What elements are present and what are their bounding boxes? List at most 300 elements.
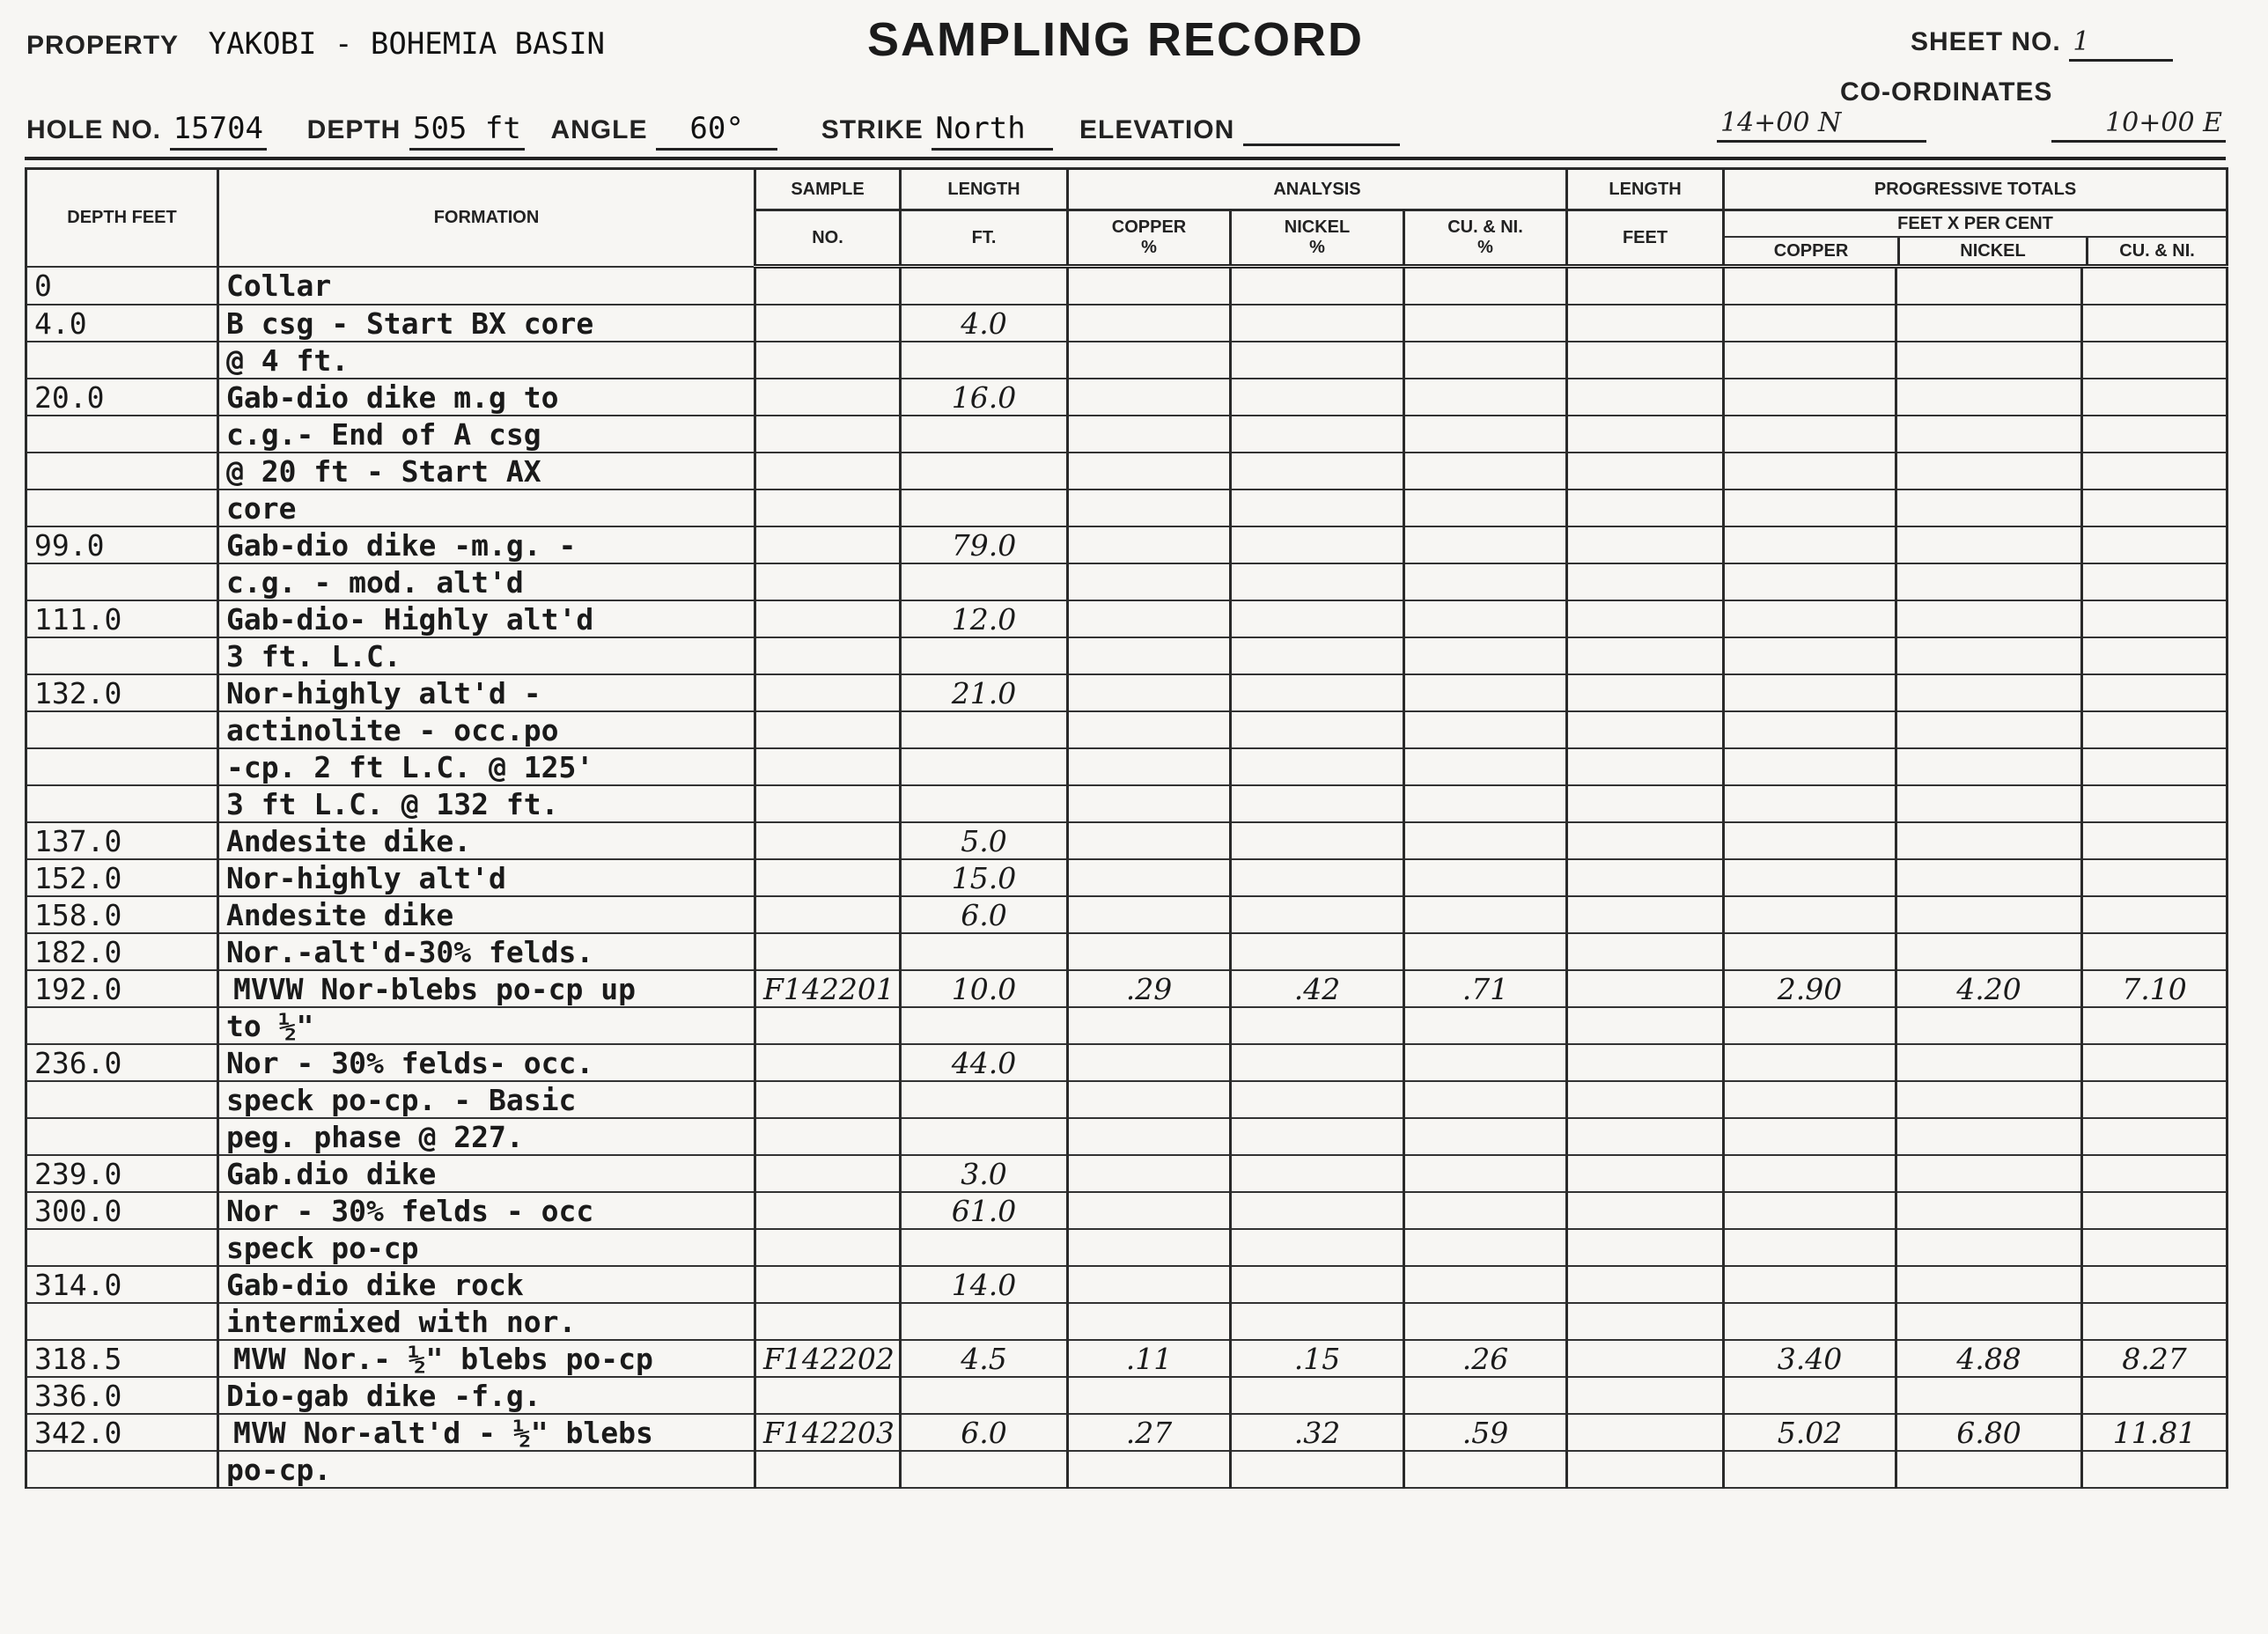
length-feet-cell <box>1567 1451 1724 1488</box>
prog-cu-ni-cell: 8.27 <box>2082 1340 2228 1377</box>
depth-cell <box>26 748 218 785</box>
table-row <box>26 526 2228 563</box>
strike-value: North <box>932 111 1053 151</box>
length-feet-cell <box>1567 1044 1724 1081</box>
nickel-pct-cell <box>1231 1266 1404 1303</box>
property-field <box>26 26 605 62</box>
prog-copper-cell <box>1724 637 1896 674</box>
prog-copper-cell <box>1724 674 1896 711</box>
length-feet-cell <box>1567 896 1724 933</box>
hole-info-line <box>26 111 1400 151</box>
nickel-pct-cell <box>1231 1451 1404 1488</box>
cu-ni-pct-cell <box>1404 785 1567 822</box>
nickel-pct-cell <box>1231 1118 1404 1155</box>
table-row <box>26 1303 2228 1340</box>
depth-cell <box>26 563 218 600</box>
length-cell: 4.0 <box>901 305 1068 342</box>
depth-cell <box>26 489 218 526</box>
sample-no-cell <box>755 785 901 822</box>
prog-nickel-cell <box>1896 785 2082 822</box>
length-feet-cell <box>1567 342 1724 379</box>
nickel-pct-cell <box>1231 1192 1404 1229</box>
nickel-pct-cell <box>1231 1303 1404 1340</box>
sample-no-cell <box>755 859 901 896</box>
copper-pct-cell <box>1068 785 1231 822</box>
formation-cell: 3 ft. L.C. <box>218 637 755 674</box>
prog-cu-ni-cell <box>2082 1044 2228 1081</box>
table-row <box>26 637 2228 674</box>
prog-cu-ni-cell <box>2082 1303 2228 1340</box>
prog-nickel-cell <box>1896 1377 2082 1414</box>
depth-cell <box>26 1007 218 1044</box>
depth-cell: 192.0 <box>26 970 218 1007</box>
length-cell <box>901 342 1068 379</box>
sheet-value: 1 <box>2069 26 2173 62</box>
cu-ni-pct-cell: .26 <box>1404 1340 1567 1377</box>
prog-copper-cell <box>1724 489 1896 526</box>
coordinate-north: 14+00 N <box>1717 107 1926 143</box>
sample-no-cell <box>755 637 901 674</box>
prog-copper-cell: 2.90 <box>1724 970 1896 1007</box>
length-cell <box>901 711 1068 748</box>
sample-no-cell <box>755 1192 901 1229</box>
formation-cell: po-cp. <box>218 1451 755 1488</box>
formation-cell: speck po-cp. - Basic <box>218 1081 755 1118</box>
sample-no-cell: F142202 <box>755 1340 901 1377</box>
copper-pct-cell <box>1068 822 1231 859</box>
prog-nickel-cell <box>1896 1081 2082 1118</box>
prog-copper-cell <box>1724 305 1896 342</box>
copper-pct-cell <box>1068 305 1231 342</box>
prog-copper-cell <box>1724 748 1896 785</box>
prog-copper-cell <box>1724 896 1896 933</box>
prog-copper-cell <box>1724 379 1896 416</box>
sample-no-cell <box>755 342 901 379</box>
prog-nickel-cell <box>1896 1044 2082 1081</box>
formation-cell: MVW Nor-alt'd - ½" blebs <box>218 1414 755 1451</box>
prog-copper-cell <box>1724 822 1896 859</box>
cu-ni-pct-cell <box>1404 1303 1567 1340</box>
formation-cell: Collar <box>218 267 755 305</box>
coordinates-label: CO-ORDINATES <box>1840 77 2053 107</box>
hole-label: HOLE NO. <box>26 115 162 144</box>
property-label: PROPERTY <box>26 31 180 60</box>
depth-cell: 300.0 <box>26 1192 218 1229</box>
prog-nickel-cell <box>1896 933 2082 970</box>
prog-cu-ni-cell <box>2082 1377 2228 1414</box>
cu-ni-pct-cell <box>1404 1192 1567 1229</box>
cu-ni-pct-cell <box>1404 637 1567 674</box>
prog-nickel-cell: 4.88 <box>1896 1340 2082 1377</box>
sample-no-cell <box>755 933 901 970</box>
col-copper-header: COPPER % <box>1068 210 1231 267</box>
sample-no-cell <box>755 416 901 453</box>
depth-cell: 318.5 <box>26 1340 218 1377</box>
length-cell: 4.5 <box>901 1340 1068 1377</box>
prog-cu-ni-cell <box>2082 1155 2228 1192</box>
depth-cell <box>26 416 218 453</box>
depth-cell: 99.0 <box>26 526 218 563</box>
prog-copper-cell <box>1724 1007 1896 1044</box>
sample-no-cell <box>755 267 901 305</box>
prog-nickel-cell <box>1896 822 2082 859</box>
cu-ni-pct-cell <box>1404 1118 1567 1155</box>
length-cell <box>901 1377 1068 1414</box>
cu-ni-pct-cell <box>1404 711 1567 748</box>
cu-ni-pct-cell <box>1404 526 1567 563</box>
formation-cell: B csg - Start BX core <box>218 305 755 342</box>
prog-nickel-cell <box>1896 379 2082 416</box>
col-sample-header: SAMPLE <box>755 169 901 210</box>
cu-ni-pct-cell <box>1404 822 1567 859</box>
depth-cell: 236.0 <box>26 1044 218 1081</box>
sample-no-cell <box>755 379 901 416</box>
length-cell <box>901 1451 1068 1488</box>
prog-copper-cell <box>1724 859 1896 896</box>
depth-cell: 336.0 <box>26 1377 218 1414</box>
prog-cu-ni-cell <box>2082 859 2228 896</box>
length-cell <box>901 563 1068 600</box>
prog-cu-ni-cell <box>2082 416 2228 453</box>
formation-cell: Gab-dio dike -m.g. - <box>218 526 755 563</box>
sample-no-cell <box>755 896 901 933</box>
col-progressive-sub: FEET X PER CENT COPPER NICKEL CU. & NI. <box>1724 210 2228 267</box>
prog-cu-ni-cell <box>2082 342 2228 379</box>
prog-copper-cell <box>1724 526 1896 563</box>
cu-ni-pct-cell <box>1404 267 1567 305</box>
length-cell <box>901 785 1068 822</box>
prog-nickel-cell <box>1896 600 2082 637</box>
table-row <box>26 1007 2228 1044</box>
length-feet-cell <box>1567 526 1724 563</box>
nickel-pct-cell <box>1231 453 1404 489</box>
length-cell <box>901 1081 1068 1118</box>
table-row <box>26 896 2228 933</box>
length-feet-cell <box>1567 416 1724 453</box>
prog-cu-ni-cell <box>2082 933 2228 970</box>
cu-ni-pct-cell <box>1404 563 1567 600</box>
header-divider <box>25 157 2226 160</box>
prog-nickel-cell <box>1896 453 2082 489</box>
prog-cu-ni-cell <box>2082 526 2228 563</box>
copper-pct-cell <box>1068 1451 1231 1488</box>
copper-pct-cell <box>1068 711 1231 748</box>
cu-ni-pct-cell <box>1404 896 1567 933</box>
depth-cell: 182.0 <box>26 933 218 970</box>
copper-pct-cell <box>1068 1081 1231 1118</box>
table-row <box>26 1118 2228 1155</box>
copper-pct-cell <box>1068 416 1231 453</box>
length-feet-cell <box>1567 1377 1724 1414</box>
length-feet-cell <box>1567 1266 1724 1303</box>
length-cell: 6.0 <box>901 896 1068 933</box>
sample-no-cell <box>755 305 901 342</box>
prog-copper-cell: 3.40 <box>1724 1340 1896 1377</box>
prog-copper-cell <box>1724 711 1896 748</box>
prog-copper-cell <box>1724 1192 1896 1229</box>
depth-cell <box>26 1081 218 1118</box>
sample-no-cell <box>755 1044 901 1081</box>
prog-cu-ni-cell <box>2082 637 2228 674</box>
depth-cell <box>26 1229 218 1266</box>
formation-cell: Gab-dio- Highly alt'd <box>218 600 755 637</box>
nickel-pct-cell <box>1231 379 1404 416</box>
formation-cell: -cp. 2 ft L.C. @ 125' <box>218 748 755 785</box>
col-sample-sub: NO. <box>755 210 901 267</box>
copper-pct-cell <box>1068 563 1231 600</box>
nickel-pct-cell <box>1231 563 1404 600</box>
prog-nickel-cell <box>1896 1192 2082 1229</box>
prog-nickel-cell <box>1896 489 2082 526</box>
copper-pct-cell <box>1068 489 1231 526</box>
table-row <box>26 1229 2228 1266</box>
coordinate-east: 10+00 E <box>2051 107 2226 143</box>
length-cell <box>901 637 1068 674</box>
nickel-pct-cell <box>1231 1007 1404 1044</box>
nickel-pct-cell: .42 <box>1231 970 1404 1007</box>
nickel-pct-cell <box>1231 637 1404 674</box>
depth-cell: 239.0 <box>26 1155 218 1192</box>
prog-copper-cell <box>1724 1266 1896 1303</box>
cu-ni-pct-cell: .71 <box>1404 970 1567 1007</box>
formation-cell: to ½" <box>218 1007 755 1044</box>
sample-no-cell <box>755 453 901 489</box>
nickel-pct-cell: .32 <box>1231 1414 1404 1451</box>
col-length2-header: LENGTH <box>1567 169 1724 210</box>
length-feet-cell <box>1567 600 1724 637</box>
length-feet-cell <box>1567 970 1724 1007</box>
formation-cell: Gab-dio dike m.g to <box>218 379 755 416</box>
nickel-pct-cell <box>1231 1229 1404 1266</box>
nickel-pct-cell <box>1231 489 1404 526</box>
formation-cell: Nor - 30% felds - occ <box>218 1192 755 1229</box>
col-nickel-header: NICKEL % <box>1231 210 1404 267</box>
copper-pct-cell <box>1068 379 1231 416</box>
length-feet-cell <box>1567 637 1724 674</box>
prog-cu-ni-cell <box>2082 305 2228 342</box>
table-row <box>26 267 2228 305</box>
table-row <box>26 342 2228 379</box>
formation-cell: Gab.dio dike <box>218 1155 755 1192</box>
formation-cell: 3 ft L.C. @ 132 ft. <box>218 785 755 822</box>
cu-ni-pct-cell <box>1404 1155 1567 1192</box>
prog-cu-ni-cell <box>2082 785 2228 822</box>
length-cell <box>901 416 1068 453</box>
nickel-pct-cell <box>1231 1081 1404 1118</box>
prog-cu-ni-cell <box>2082 267 2228 305</box>
prog-nickel-cell <box>1896 711 2082 748</box>
depth-cell: 314.0 <box>26 1266 218 1303</box>
nickel-pct-cell <box>1231 674 1404 711</box>
angle-value: 60° <box>656 111 777 151</box>
table-row <box>26 563 2228 600</box>
length-feet-cell <box>1567 859 1724 896</box>
table-row <box>26 1377 2228 1414</box>
formation-cell: core <box>218 489 755 526</box>
nickel-pct-cell <box>1231 1155 1404 1192</box>
prog-copper-cell <box>1724 1451 1896 1488</box>
sample-no-cell <box>755 563 901 600</box>
formation-cell: actinolite - occ.po <box>218 711 755 748</box>
length-cell: 61.0 <box>901 1192 1068 1229</box>
cu-ni-pct-cell <box>1404 1044 1567 1081</box>
formation-cell: MVW Nor.- ½" blebs po-cp <box>218 1340 755 1377</box>
cu-ni-pct-cell <box>1404 1229 1567 1266</box>
cu-ni-pct-cell <box>1404 305 1567 342</box>
depth-cell: 137.0 <box>26 822 218 859</box>
prog-cu-ni-cell <box>2082 1118 2228 1155</box>
prog-copper-cell <box>1724 1377 1896 1414</box>
table-row <box>26 489 2228 526</box>
formation-cell: Dio-gab dike -f.g. <box>218 1377 755 1414</box>
prog-nickel-cell <box>1896 526 2082 563</box>
prog-nickel-cell <box>1896 674 2082 711</box>
nickel-pct-cell <box>1231 711 1404 748</box>
prog-nickel-cell <box>1896 1229 2082 1266</box>
table-row <box>26 859 2228 896</box>
formation-cell: peg. phase @ 227. <box>218 1118 755 1155</box>
depth-cell <box>26 785 218 822</box>
prog-cu-ni-cell <box>2082 711 2228 748</box>
length-feet-cell <box>1567 267 1724 305</box>
length-cell: 10.0 <box>901 970 1068 1007</box>
depth-cell: 4.0 <box>26 305 218 342</box>
sheet-label: SHEET NO. <box>1911 27 2061 56</box>
length-feet-cell <box>1567 379 1724 416</box>
prog-cu-ni-cell: 11.81 <box>2082 1414 2228 1451</box>
cu-ni-pct-cell <box>1404 933 1567 970</box>
table-row <box>26 1414 2228 1451</box>
copper-pct-cell <box>1068 859 1231 896</box>
table-row <box>26 674 2228 711</box>
sample-no-cell <box>755 822 901 859</box>
length-cell: 44.0 <box>901 1044 1068 1081</box>
copper-pct-cell <box>1068 933 1231 970</box>
depth-label: DEPTH <box>306 115 401 144</box>
table-row <box>26 305 2228 342</box>
col-length-sub: FT. <box>901 210 1068 267</box>
prog-copper-cell <box>1724 600 1896 637</box>
length-cell: 6.0 <box>901 1414 1068 1451</box>
sample-no-cell <box>755 489 901 526</box>
prog-nickel-cell: 6.80 <box>1896 1414 2082 1451</box>
col-analysis-header: ANALYSIS <box>1068 169 1567 210</box>
copper-pct-cell <box>1068 674 1231 711</box>
length-cell: 79.0 <box>901 526 1068 563</box>
prog-copper-cell <box>1724 1155 1896 1192</box>
copper-pct-cell <box>1068 526 1231 563</box>
cu-ni-pct-cell <box>1404 416 1567 453</box>
cu-ni-pct-cell: .59 <box>1404 1414 1567 1451</box>
length-feet-cell <box>1567 1081 1724 1118</box>
depth-cell: 342.0 <box>26 1414 218 1451</box>
length-cell: 15.0 <box>901 859 1068 896</box>
length-cell <box>901 1118 1068 1155</box>
length-feet-cell <box>1567 711 1724 748</box>
depth-cell: 111.0 <box>26 600 218 637</box>
copper-pct-cell <box>1068 1303 1231 1340</box>
length-cell: 21.0 <box>901 674 1068 711</box>
length-cell <box>901 489 1068 526</box>
prog-nickel-cell <box>1896 1451 2082 1488</box>
length-feet-cell <box>1567 933 1724 970</box>
cu-ni-pct-cell <box>1404 453 1567 489</box>
table-row <box>26 822 2228 859</box>
table-row <box>26 416 2228 453</box>
length-cell: 16.0 <box>901 379 1068 416</box>
table-row <box>26 1081 2228 1118</box>
table-row <box>26 933 2228 970</box>
copper-pct-cell <box>1068 342 1231 379</box>
length-cell <box>901 1303 1068 1340</box>
cu-ni-pct-cell <box>1404 674 1567 711</box>
depth-cell: 132.0 <box>26 674 218 711</box>
nickel-pct-cell <box>1231 933 1404 970</box>
sample-no-cell <box>755 1155 901 1192</box>
prog-nickel-cell <box>1896 748 2082 785</box>
nickel-pct-cell <box>1231 785 1404 822</box>
prog-cu-ni-cell: 7.10 <box>2082 970 2228 1007</box>
formation-cell: Nor.-alt'd-30% felds. <box>218 933 755 970</box>
sheet-field <box>1911 26 2173 62</box>
col-progressive-header: PROGRESSIVE TOTALS <box>1724 169 2228 210</box>
table-row <box>26 711 2228 748</box>
length-feet-cell <box>1567 822 1724 859</box>
formation-cell: Nor-highly alt'd <box>218 859 755 896</box>
copper-pct-cell <box>1068 1118 1231 1155</box>
copper-pct-cell: .11 <box>1068 1340 1231 1377</box>
length-feet-cell <box>1567 785 1724 822</box>
copper-pct-cell <box>1068 267 1231 305</box>
hole-value: 15704 <box>170 111 267 151</box>
copper-pct-cell <box>1068 1155 1231 1192</box>
depth-cell <box>26 1451 218 1488</box>
sample-no-cell <box>755 674 901 711</box>
nickel-pct-cell <box>1231 267 1404 305</box>
length-cell <box>901 1229 1068 1266</box>
table-row <box>26 1155 2228 1192</box>
prog-cu-ni-cell <box>2082 1451 2228 1488</box>
depth-cell <box>26 342 218 379</box>
length-feet-cell <box>1567 748 1724 785</box>
length-feet-cell <box>1567 1414 1724 1451</box>
prog-nickel-cell <box>1896 1007 2082 1044</box>
nickel-pct-cell <box>1231 896 1404 933</box>
length-cell <box>901 748 1068 785</box>
prog-copper-cell <box>1724 342 1896 379</box>
copper-pct-cell <box>1068 1229 1231 1266</box>
sample-no-cell <box>755 526 901 563</box>
length-feet-cell <box>1567 1192 1724 1229</box>
cu-ni-pct-cell <box>1404 748 1567 785</box>
table-row <box>26 453 2228 489</box>
depth-cell: 158.0 <box>26 896 218 933</box>
nickel-pct-cell <box>1231 859 1404 896</box>
prog-copper-cell <box>1724 1303 1896 1340</box>
cu-ni-pct-cell <box>1404 1007 1567 1044</box>
copper-pct-cell <box>1068 1192 1231 1229</box>
prog-nickel-cell <box>1896 305 2082 342</box>
prog-copper-cell <box>1724 267 1896 305</box>
formation-cell: Andesite dike <box>218 896 755 933</box>
formation-cell: Gab-dio dike rock <box>218 1266 755 1303</box>
prog-cu-ni-cell <box>2082 1266 2228 1303</box>
copper-pct-cell <box>1068 453 1231 489</box>
length-feet-cell <box>1567 1118 1724 1155</box>
table-row <box>26 970 2228 1007</box>
cu-ni-pct-cell <box>1404 1081 1567 1118</box>
length-cell <box>901 1007 1068 1044</box>
